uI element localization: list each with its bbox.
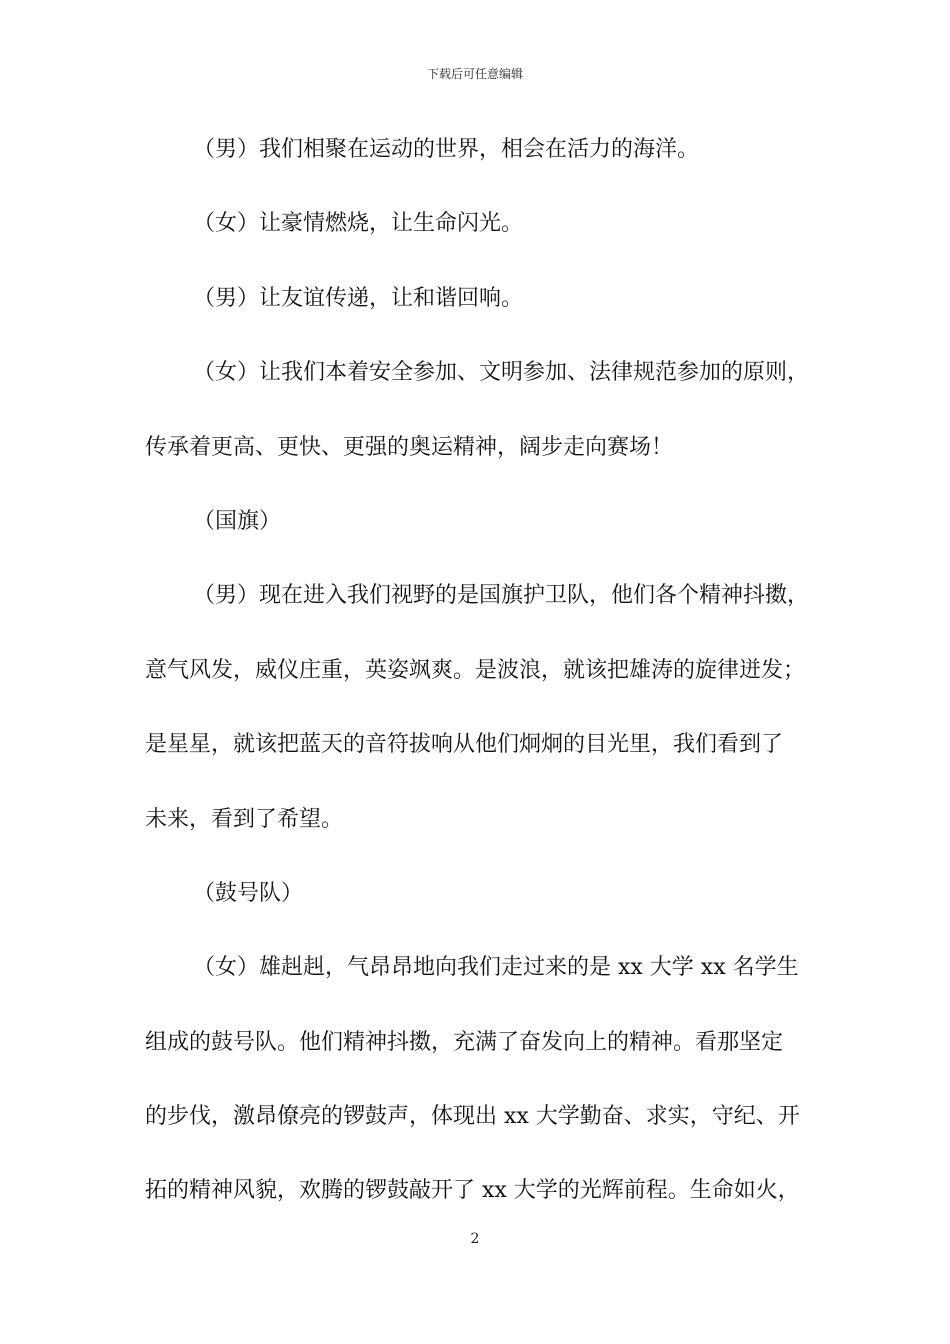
paragraph-line: 组成的鼓号队。他们精神抖擞，充满了奋发向上的精神。看那坚定 [145, 1029, 784, 1055]
paragraph-line: 未来，看到了希望。 [145, 806, 344, 832]
paragraph-line: （男）我们相聚在运动的世界，相会在活力的海洋。 [193, 137, 700, 162]
section-heading: （国旗） [193, 508, 282, 534]
paragraph-line: 传承着更高、更快、更强的奥运精神，阔步走向赛场！ [145, 434, 674, 460]
paragraph-line: （女）让豪情燃烧，让生命闪光。 [193, 211, 524, 237]
paragraph-line: 的步伐，激昂僚亮的锣鼓声，体现出 xx 大学勤奋、求实，守纪、开 [145, 1104, 800, 1130]
paragraph-line: 意气风发，威仪庄重，英姿飒爽。是波浪，就该把雄涛的旋律迸发； [145, 657, 806, 683]
page-number: 2 [470, 1231, 480, 1247]
paragraph-line: （男）让友谊传递，让和谐回响。 [193, 285, 524, 311]
paragraph-line: （男）现在进入我们视野的是国旗护卫队，他们各个精神抖擞， [193, 583, 810, 609]
page-header: 下载后可任意编辑 [426, 67, 523, 81]
paragraph-line: 是星星，就该把蓝天的音符拔响从他们炯炯的目光里，我们看到了 [145, 732, 784, 758]
paragraph-line: （女）雄赳赳，气昂昂地向我们走过来的是 xx 大学 xx 名学生 [193, 955, 799, 981]
paragraph-line: 拓的精神风貌，欢腾的锣鼓敲开了 xx 大学的光辉前程。生命如火， [145, 1178, 800, 1204]
section-heading: （鼓号队） [193, 880, 304, 906]
document-body [145, 128, 815, 1244]
paragraph-line: （女）让我们本着安全参加、文明参加、法律规范参加的原则， [193, 360, 810, 386]
